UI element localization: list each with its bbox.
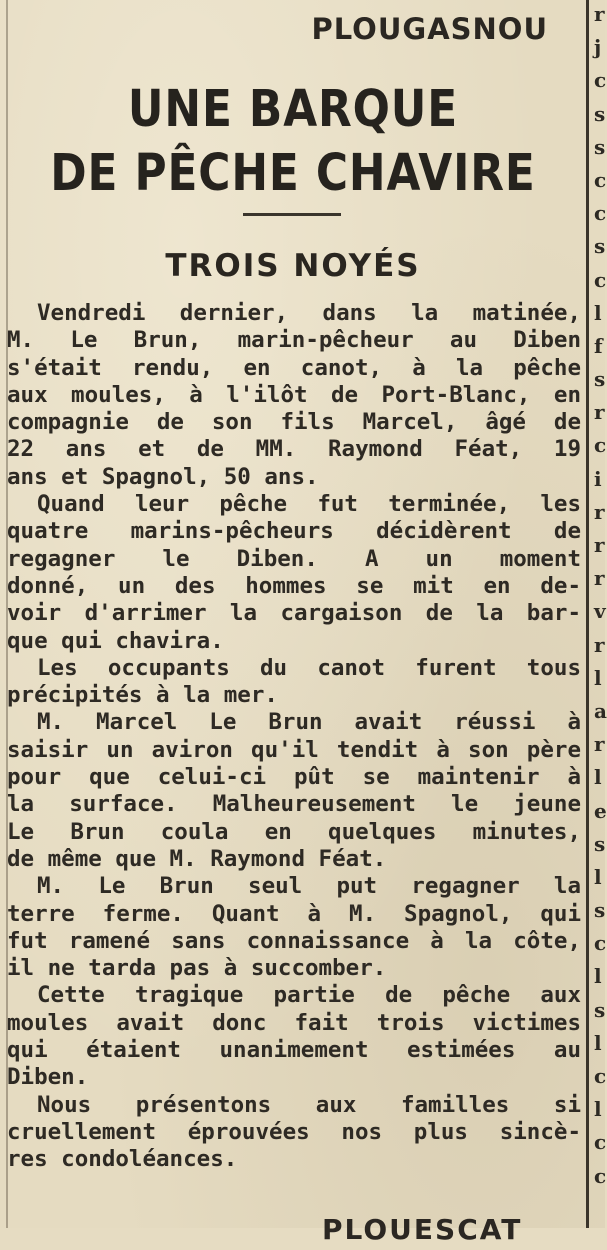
body-line: Les occupants du canot furent tous (37, 654, 581, 681)
body-line: que qui chavira. (7, 627, 224, 654)
body-line: pour que celui-ci pût se maintenir à (7, 764, 581, 791)
body-line: la surface. Malheureusement le jeune (7, 791, 581, 818)
adjacent-column-letter: c (594, 433, 607, 457)
headline-line: UNE BARQUE (127, 80, 459, 139)
adjacent-column-letter: r (594, 500, 605, 524)
adjacent-column-letter: s (594, 102, 606, 126)
adjacent-column-letter: s (594, 135, 606, 159)
body-line: il ne tarda pas à succomber. (7, 955, 387, 982)
body-line: M. Le Brun seul put regagner la (37, 873, 581, 900)
subheadline: TROIS NOYÉS (165, 248, 421, 284)
body-line: Cette tragique partie de pêche aux (37, 982, 581, 1009)
adjacent-column-letter: r (594, 633, 605, 657)
adjacent-column-letter: r (594, 533, 605, 557)
body-line: saisir un aviron qu'il tendit à son père (7, 736, 581, 763)
adjacent-column-letter: s (594, 998, 606, 1022)
adjacent-column-letter: l (594, 964, 602, 988)
body-line: aux moules, à l'ilôt de Port-Blanc, en (7, 381, 581, 408)
body-line: Diben. (7, 1064, 89, 1091)
adjacent-column-letter: c (594, 931, 607, 955)
body-line: Nous présentons aux familles si (37, 1091, 581, 1118)
adjacent-column-letter: e (594, 799, 607, 823)
body-line: Quand leur pêche fut terminée, les (37, 491, 581, 518)
adjacent-column-letter: s (594, 234, 606, 258)
adjacent-column-letter: r (594, 2, 605, 26)
body-line: 22 ans et de MM. Raymond Féat, 19 (7, 436, 581, 463)
adjacent-column-letter: i (594, 467, 602, 491)
headline-line: DE PÊCHE CHAVIRE (50, 144, 536, 203)
body-line: fut ramené sans connaissance à la côte, (7, 927, 581, 954)
adjacent-column-letter: s (594, 898, 606, 922)
next-article-heading: PLOUESCAT (322, 1213, 523, 1246)
locality-heading: PLOUGASNOU (311, 12, 548, 46)
adjacent-column-letter: c (594, 201, 607, 225)
body-line: M. Marcel Le Brun avait réussi à (37, 709, 581, 736)
headline-divider (243, 213, 341, 216)
adjacent-column-letter: c (594, 168, 607, 192)
adjacent-column-letter: l (594, 765, 602, 789)
adjacent-column-letter: l (594, 1097, 602, 1121)
adjacent-column-letter: l (594, 1031, 602, 1055)
body-line: regagner le Diben. A un moment (7, 545, 581, 572)
body-line: M. Le Brun, marin-pêcheur au Diben (7, 327, 581, 354)
adjacent-column-letter: r (594, 400, 605, 424)
body-line: donné, un des hommes se mit en de- (7, 572, 581, 599)
adjacent-column-letter: r (594, 732, 605, 756)
headline (41, 78, 545, 206)
adjacent-column-letter: c (594, 1064, 607, 1088)
adjacent-column-letter: s (594, 832, 606, 856)
adjacent-column-letter: v (594, 599, 606, 623)
column-rule (586, 0, 589, 1228)
body-line: res condoléances. (7, 1146, 238, 1173)
body-line: voir d'arrimer la cargaison de la bar- (7, 600, 581, 627)
adjacent-column-letter: c (594, 68, 607, 92)
body-line: terre ferme. Quant à M. Spagnol, qui (7, 900, 581, 927)
adjacent-column-letter: l (594, 301, 602, 325)
adjacent-column-letter: s (594, 367, 606, 391)
adjacent-column-letter: c (594, 268, 607, 292)
adjacent-column-letter: j (594, 35, 602, 59)
adjacent-column-letter: a (594, 699, 607, 723)
body-line: ans et Spagnol, 50 ans. (7, 463, 319, 490)
body-line: Vendredi dernier, dans la matinée, (37, 300, 581, 326)
adjacent-column-letter: c (594, 1130, 607, 1154)
article-body (7, 300, 581, 1174)
adjacent-column-letter: l (594, 865, 602, 889)
adjacent-column-letter: f (594, 334, 603, 358)
adjacent-column-letter: r (594, 566, 605, 590)
adjacent-column-letter: l (594, 666, 602, 690)
body-line: qui étaient unanimement estimées au (7, 1037, 581, 1064)
body-line: de même que M. Raymond Féat. (7, 845, 387, 872)
adjacent-column-letter: c (594, 1164, 607, 1188)
body-line: quatre marins-pêcheurs décidèrent de (7, 518, 581, 545)
adjacent-column-fragment (592, 0, 605, 1228)
body-line: compagnie de son fils Marcel, âgé de (7, 409, 581, 436)
body-line: s'était rendu, en canot, à la pêche (7, 354, 581, 381)
body-line: Le Brun coula en quelques minutes, (7, 818, 581, 845)
body-line: cruellement éprouvées nos plus sincè- (7, 1118, 581, 1145)
body-line: moules avait donc fait trois victimes (7, 1009, 581, 1036)
body-line: précipités à la mer. (7, 682, 278, 709)
